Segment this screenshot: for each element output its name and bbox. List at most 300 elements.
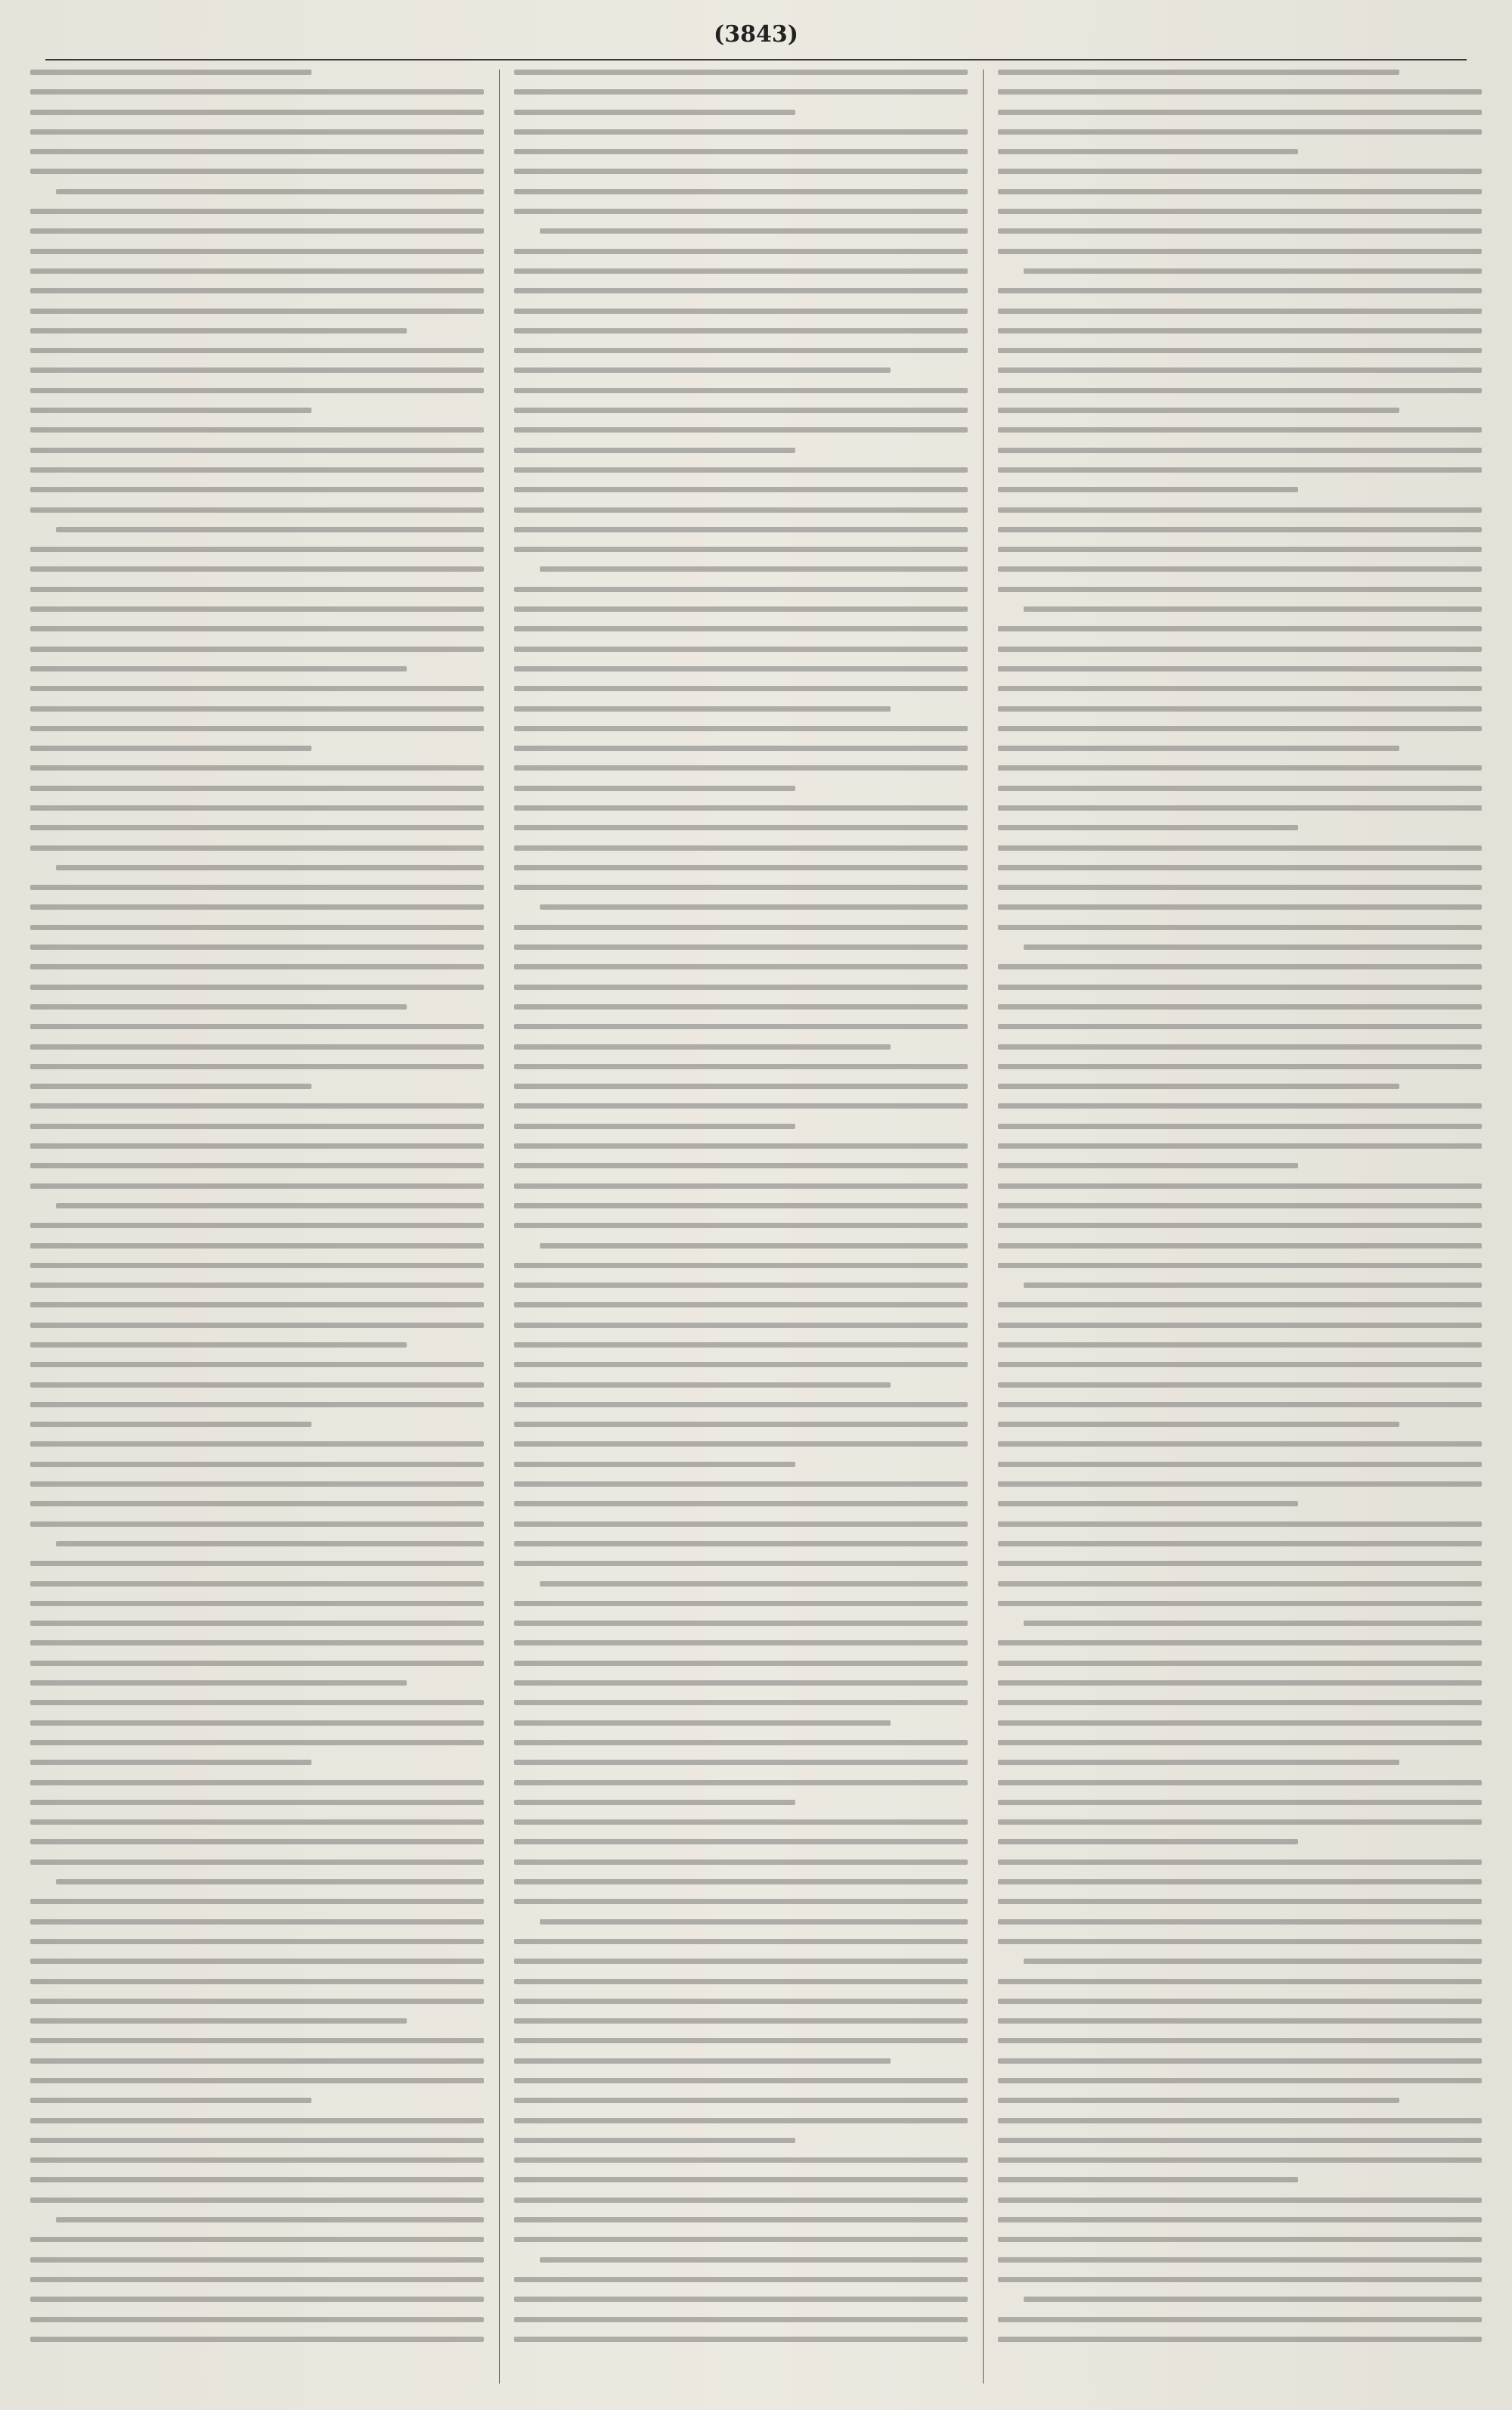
text-line-placeholder	[998, 726, 1482, 731]
text-line-placeholder	[514, 587, 968, 592]
text-line-placeholder	[998, 110, 1482, 115]
text-line-placeholder	[998, 666, 1482, 672]
text-line-placeholder	[514, 2177, 968, 2182]
text-line-placeholder	[30, 368, 484, 373]
text-line-placeholder	[30, 944, 484, 950]
text-line-placeholder	[998, 1939, 1482, 1944]
text-line-placeholder	[540, 566, 968, 572]
text-line-placeholder	[998, 1839, 1298, 1844]
text-line-placeholder	[998, 189, 1482, 194]
text-line-placeholder	[998, 2337, 1482, 2342]
text-line-placeholder	[514, 1462, 795, 1467]
text-line-placeholder	[30, 2018, 407, 2024]
text-line-placeholder	[998, 1919, 1482, 1925]
text-line-placeholder	[514, 1561, 968, 1566]
text-line-placeholder	[998, 388, 1482, 393]
text-line-placeholder	[514, 1004, 968, 1010]
text-line-placeholder	[30, 686, 484, 691]
text-line-placeholder	[30, 2237, 484, 2242]
text-column-middle	[514, 70, 968, 2384]
text-line-placeholder	[998, 2098, 1399, 2103]
text-line-placeholder	[998, 2198, 1482, 2203]
text-line-placeholder	[998, 1462, 1482, 1467]
text-line-placeholder	[998, 1819, 1482, 1825]
text-line-placeholder	[514, 666, 968, 672]
text-line-placeholder	[998, 2177, 1298, 2182]
text-line-placeholder	[998, 566, 1482, 572]
text-line-placeholder	[998, 1084, 1399, 1089]
text-line-placeholder	[30, 1462, 484, 1467]
text-line-placeholder	[1024, 606, 1482, 612]
text-line-placeholder	[998, 1640, 1482, 1645]
text-line-placeholder	[30, 1302, 484, 1307]
text-line-placeholder	[30, 1263, 484, 1268]
text-line-placeholder	[514, 1819, 968, 1825]
text-line-placeholder	[30, 1621, 484, 1626]
text-line-placeholder	[998, 1203, 1482, 1208]
text-line-placeholder	[514, 189, 968, 194]
text-line-placeholder	[998, 1044, 1482, 1050]
text-line-placeholder	[998, 1501, 1298, 1506]
text-line-placeholder	[514, 1362, 968, 1367]
text-line-placeholder	[998, 1899, 1482, 1904]
text-line-placeholder	[540, 1919, 968, 1925]
text-line-placeholder	[514, 1879, 968, 1884]
text-line-placeholder	[30, 427, 484, 433]
text-line-placeholder	[998, 2217, 1482, 2222]
text-line-placeholder	[514, 288, 968, 293]
text-line-placeholder	[540, 1581, 968, 1587]
text-line-placeholder	[30, 1640, 484, 1645]
text-line-placeholder	[998, 925, 1482, 930]
text-line-placeholder	[998, 448, 1482, 453]
text-line-placeholder	[998, 1263, 1482, 1268]
text-line-placeholder	[998, 547, 1482, 552]
text-line-placeholder	[998, 427, 1482, 433]
text-line-placeholder	[30, 1819, 484, 1825]
text-line-placeholder	[30, 964, 484, 969]
text-line-placeholder	[998, 149, 1298, 154]
text-line-placeholder	[998, 1879, 1482, 1884]
text-line-placeholder	[514, 2217, 968, 2222]
text-line-placeholder	[30, 1680, 407, 1686]
text-line-placeholder	[998, 2118, 1482, 2123]
text-line-placeholder	[30, 845, 484, 851]
text-line-placeholder	[30, 2198, 484, 2203]
text-line-placeholder	[998, 1601, 1482, 1606]
text-line-placeholder	[514, 1044, 891, 1050]
text-line-placeholder	[998, 1700, 1482, 1705]
text-line-placeholder	[30, 647, 484, 652]
text-line-placeholder	[514, 110, 795, 115]
text-line-placeholder	[514, 507, 968, 513]
text-line-placeholder	[514, 626, 968, 631]
text-line-placeholder	[514, 2138, 795, 2143]
text-line-placeholder	[514, 786, 795, 791]
text-line-placeholder	[514, 1143, 968, 1149]
text-line-placeholder	[998, 169, 1482, 174]
text-line-placeholder	[30, 1501, 484, 1506]
text-line-placeholder	[30, 288, 484, 293]
text-line-placeholder	[514, 368, 891, 373]
text-line-placeholder	[30, 825, 484, 830]
text-line-placeholder	[514, 388, 968, 393]
text-line-placeholder	[514, 647, 968, 652]
text-line-placeholder	[514, 249, 968, 254]
text-line-placeholder	[514, 309, 968, 314]
text-line-placeholder	[514, 1283, 968, 1288]
text-line-placeholder	[998, 408, 1399, 413]
text-line-placeholder	[998, 626, 1482, 631]
text-line-placeholder	[514, 1223, 968, 1228]
text-line-placeholder	[30, 666, 407, 672]
text-line-placeholder	[514, 706, 891, 712]
text-line-placeholder	[998, 1004, 1482, 1010]
text-line-placeholder	[1024, 2297, 1482, 2302]
text-line-placeholder	[998, 1064, 1482, 1069]
text-line-placeholder	[998, 228, 1482, 234]
text-line-placeholder	[998, 1521, 1482, 1527]
text-line-placeholder	[514, 427, 968, 433]
text-line-placeholder	[998, 587, 1482, 592]
text-line-placeholder	[30, 904, 484, 910]
text-line-placeholder	[998, 2157, 1482, 2163]
text-line-placeholder	[998, 1243, 1482, 1248]
text-line-placeholder	[514, 209, 968, 214]
text-line-placeholder	[30, 1044, 484, 1050]
text-line-placeholder	[998, 209, 1482, 214]
text-line-placeholder	[56, 1541, 484, 1546]
text-line-placeholder	[514, 2018, 968, 2024]
text-line-placeholder	[514, 1441, 968, 1447]
text-line-placeholder	[514, 2058, 891, 2064]
text-line-placeholder	[514, 547, 968, 552]
text-line-placeholder	[30, 1700, 484, 1705]
text-line-placeholder	[514, 527, 968, 532]
text-line-placeholder	[998, 1999, 1482, 2004]
text-line-placeholder	[30, 1422, 311, 1427]
text-line-placeholder	[998, 706, 1482, 712]
text-line-placeholder	[30, 566, 484, 572]
text-line-placeholder	[514, 1521, 968, 1527]
text-line-placeholder	[514, 2198, 968, 2203]
text-line-placeholder	[30, 2337, 484, 2342]
text-line-placeholder	[998, 1581, 1482, 1587]
text-line-placeholder	[30, 1839, 484, 1844]
text-line-placeholder	[514, 1084, 968, 1089]
text-line-placeholder	[998, 2277, 1482, 2282]
text-line-placeholder	[514, 1661, 968, 1666]
text-line-placeholder	[514, 765, 968, 771]
text-line-placeholder	[514, 149, 968, 154]
text-line-placeholder	[514, 1422, 968, 1427]
text-line-placeholder	[514, 1740, 968, 1745]
text-line-placeholder	[30, 1143, 484, 1149]
text-line-placeholder	[514, 964, 968, 969]
text-line-placeholder	[514, 1323, 968, 1328]
header-rule	[45, 59, 1467, 60]
text-line-placeholder	[514, 1302, 968, 1307]
text-line-placeholder	[514, 686, 968, 691]
text-line-placeholder	[998, 1163, 1298, 1168]
text-line-placeholder	[30, 1720, 484, 1726]
text-line-placeholder	[514, 1999, 968, 2004]
text-line-placeholder	[514, 1780, 968, 1785]
text-line-placeholder	[998, 527, 1482, 532]
text-column-right	[998, 70, 1482, 2384]
text-line-placeholder	[998, 985, 1482, 990]
text-line-placeholder	[998, 865, 1482, 870]
text-line-placeholder	[30, 1899, 484, 1904]
text-line-placeholder	[514, 805, 968, 811]
text-line-placeholder	[514, 726, 968, 731]
text-line-placeholder	[540, 1243, 968, 1248]
text-line-placeholder	[514, 985, 968, 990]
text-line-placeholder	[30, 1103, 484, 1109]
text-line-placeholder	[998, 2058, 1482, 2064]
text-line-placeholder	[30, 467, 484, 473]
text-line-placeholder	[514, 2098, 968, 2103]
text-line-placeholder	[514, 2038, 968, 2043]
text-line-placeholder	[56, 865, 484, 870]
text-line-placeholder	[56, 2217, 484, 2222]
text-line-placeholder	[514, 925, 968, 930]
text-line-placeholder	[30, 1521, 484, 1527]
text-line-placeholder	[998, 647, 1482, 652]
text-line-placeholder	[514, 1959, 968, 1964]
text-line-placeholder	[30, 1919, 484, 1925]
text-line-placeholder	[998, 904, 1482, 910]
column-divider	[983, 70, 984, 2384]
text-line-placeholder	[998, 2018, 1482, 2024]
text-line-placeholder	[514, 1501, 968, 1506]
text-line-placeholder	[30, 1441, 484, 1447]
text-line-placeholder	[514, 1203, 968, 1208]
text-line-placeholder	[998, 1979, 1482, 1984]
text-line-placeholder	[998, 1302, 1482, 1307]
text-line-placeholder	[30, 110, 484, 115]
text-line-placeholder	[30, 1601, 484, 1606]
text-line-placeholder	[30, 985, 484, 990]
text-line-placeholder	[30, 1024, 484, 1029]
text-line-placeholder	[30, 2038, 484, 2043]
text-line-placeholder	[30, 2098, 311, 2103]
text-line-placeholder	[56, 527, 484, 532]
text-line-placeholder	[30, 885, 484, 890]
text-line-placeholder	[1024, 1283, 1482, 1288]
text-line-placeholder	[30, 805, 484, 811]
text-line-placeholder	[30, 2058, 484, 2064]
text-line-placeholder	[514, 268, 968, 274]
text-line-placeholder	[998, 348, 1482, 353]
text-line-placeholder	[514, 2118, 968, 2123]
text-line-placeholder	[30, 1939, 484, 1944]
text-line-placeholder	[514, 845, 968, 851]
text-line-placeholder	[30, 626, 484, 631]
text-line-placeholder	[514, 825, 968, 830]
text-line-placeholder	[30, 228, 484, 234]
text-line-placeholder	[514, 169, 968, 174]
text-line-placeholder	[998, 1103, 1482, 1109]
text-line-placeholder	[514, 2157, 968, 2163]
text-line-placeholder	[30, 149, 484, 154]
text-line-placeholder	[30, 1859, 484, 1865]
text-line-placeholder	[998, 1223, 1482, 1228]
text-line-placeholder	[514, 1839, 968, 1844]
text-line-placeholder	[998, 467, 1482, 473]
text-line-placeholder	[30, 209, 484, 214]
text-line-placeholder	[998, 964, 1482, 969]
text-line-placeholder	[514, 885, 968, 890]
text-line-placeholder	[514, 348, 968, 353]
text-line-placeholder	[998, 1541, 1482, 1546]
text-line-placeholder	[514, 1601, 968, 1606]
text-line-placeholder	[30, 169, 484, 174]
text-line-placeholder	[514, 1183, 968, 1189]
text-line-placeholder	[998, 487, 1298, 492]
text-line-placeholder	[30, 765, 484, 771]
text-line-placeholder	[514, 1481, 968, 1487]
text-line-placeholder	[30, 1004, 407, 1010]
text-line-placeholder	[56, 1879, 484, 1884]
text-line-placeholder	[30, 1323, 484, 1328]
text-line-placeholder	[514, 2277, 968, 2282]
text-line-placeholder	[998, 2317, 1482, 2322]
text-line-placeholder	[514, 1720, 891, 1726]
text-line-placeholder	[30, 786, 484, 791]
text-column-left	[30, 70, 484, 2384]
text-line-placeholder	[514, 1064, 968, 1069]
text-line-placeholder	[514, 408, 968, 413]
text-line-placeholder	[540, 904, 968, 910]
text-line-placeholder	[514, 2237, 968, 2242]
text-line-placeholder	[30, 268, 484, 274]
text-line-placeholder	[514, 448, 795, 453]
text-line-placeholder	[514, 944, 968, 950]
text-line-placeholder	[998, 1024, 1482, 1029]
text-line-placeholder	[998, 70, 1399, 75]
text-line-placeholder	[998, 805, 1482, 811]
text-line-placeholder	[514, 1680, 968, 1686]
text-line-placeholder	[30, 1581, 484, 1587]
text-line-placeholder	[514, 487, 968, 492]
text-line-placeholder	[1024, 1959, 1482, 1964]
text-line-placeholder	[514, 1800, 795, 1805]
text-line-placeholder	[30, 129, 484, 135]
text-line-placeholder	[514, 467, 968, 473]
text-line-placeholder	[514, 1402, 968, 1407]
text-line-placeholder	[998, 1720, 1482, 1726]
text-line-placeholder	[30, 1342, 407, 1348]
text-line-placeholder	[998, 2257, 1482, 2263]
text-line-placeholder	[998, 1124, 1482, 1129]
text-line-placeholder	[30, 2257, 484, 2263]
text-line-placeholder	[514, 1899, 968, 1904]
text-line-placeholder	[30, 1760, 311, 1765]
text-line-placeholder	[514, 2317, 968, 2322]
column-divider	[499, 70, 500, 2384]
text-line-placeholder	[30, 1740, 484, 1745]
text-line-placeholder	[514, 1024, 968, 1029]
text-line-placeholder	[30, 1999, 484, 2004]
text-line-placeholder	[514, 1382, 891, 1388]
text-line-placeholder	[998, 309, 1482, 314]
text-line-placeholder	[30, 388, 484, 393]
text-line-placeholder	[998, 1422, 1399, 1427]
text-line-placeholder	[30, 408, 311, 413]
text-line-placeholder	[30, 925, 484, 930]
text-line-placeholder	[998, 507, 1482, 513]
text-line-placeholder	[30, 70, 311, 75]
text-line-placeholder	[998, 765, 1482, 771]
text-line-placeholder	[30, 1223, 484, 1228]
text-line-placeholder	[998, 2237, 1482, 2242]
text-line-placeholder	[998, 746, 1399, 751]
text-line-placeholder	[514, 1700, 968, 1705]
text-line-placeholder	[30, 587, 484, 592]
text-line-placeholder	[514, 1640, 968, 1645]
text-line-placeholder	[30, 1124, 484, 1129]
text-line-placeholder	[998, 1143, 1482, 1149]
text-line-placeholder	[514, 746, 968, 751]
text-line-placeholder	[514, 2078, 968, 2083]
text-line-placeholder	[998, 845, 1482, 851]
text-line-placeholder	[514, 2337, 968, 2342]
text-line-placeholder	[998, 1441, 1482, 1447]
text-line-placeholder	[514, 1979, 968, 1984]
text-line-placeholder	[30, 1163, 484, 1168]
text-line-placeholder	[998, 1323, 1482, 1328]
text-line-placeholder	[998, 1800, 1482, 1805]
text-line-placeholder	[514, 606, 968, 612]
text-line-placeholder	[514, 1263, 968, 1268]
text-line-placeholder	[998, 249, 1482, 254]
text-line-placeholder	[514, 2297, 968, 2302]
text-line-placeholder	[1024, 944, 1482, 950]
text-line-placeholder	[540, 228, 968, 234]
text-line-placeholder	[30, 1362, 484, 1367]
text-line-placeholder	[30, 487, 484, 492]
text-line-placeholder	[514, 1859, 968, 1865]
text-line-placeholder	[514, 1103, 968, 1109]
text-line-placeholder	[30, 1780, 484, 1785]
text-line-placeholder	[998, 1382, 1482, 1388]
text-line-placeholder	[998, 89, 1482, 95]
text-line-placeholder	[30, 1064, 484, 1069]
text-line-placeholder	[30, 348, 484, 353]
text-line-placeholder	[514, 1124, 795, 1129]
text-line-placeholder	[998, 1561, 1482, 1566]
text-line-placeholder	[514, 1760, 968, 1765]
text-line-placeholder	[30, 1561, 484, 1566]
text-line-placeholder	[514, 70, 968, 75]
text-line-placeholder	[998, 1342, 1482, 1348]
text-line-placeholder	[998, 129, 1482, 135]
page-number: (3843)	[714, 21, 798, 48]
text-line-placeholder	[30, 2118, 484, 2123]
text-line-placeholder	[30, 1661, 484, 1666]
text-line-placeholder	[30, 746, 311, 751]
text-line-placeholder	[514, 328, 968, 333]
text-line-placeholder	[30, 1800, 484, 1805]
text-line-placeholder	[30, 1283, 484, 1288]
text-line-placeholder	[998, 368, 1482, 373]
text-line-placeholder	[998, 1481, 1482, 1487]
text-line-placeholder	[30, 2138, 484, 2143]
text-line-placeholder	[998, 1859, 1482, 1865]
text-line-placeholder	[30, 1979, 484, 1984]
text-line-placeholder	[56, 189, 484, 194]
